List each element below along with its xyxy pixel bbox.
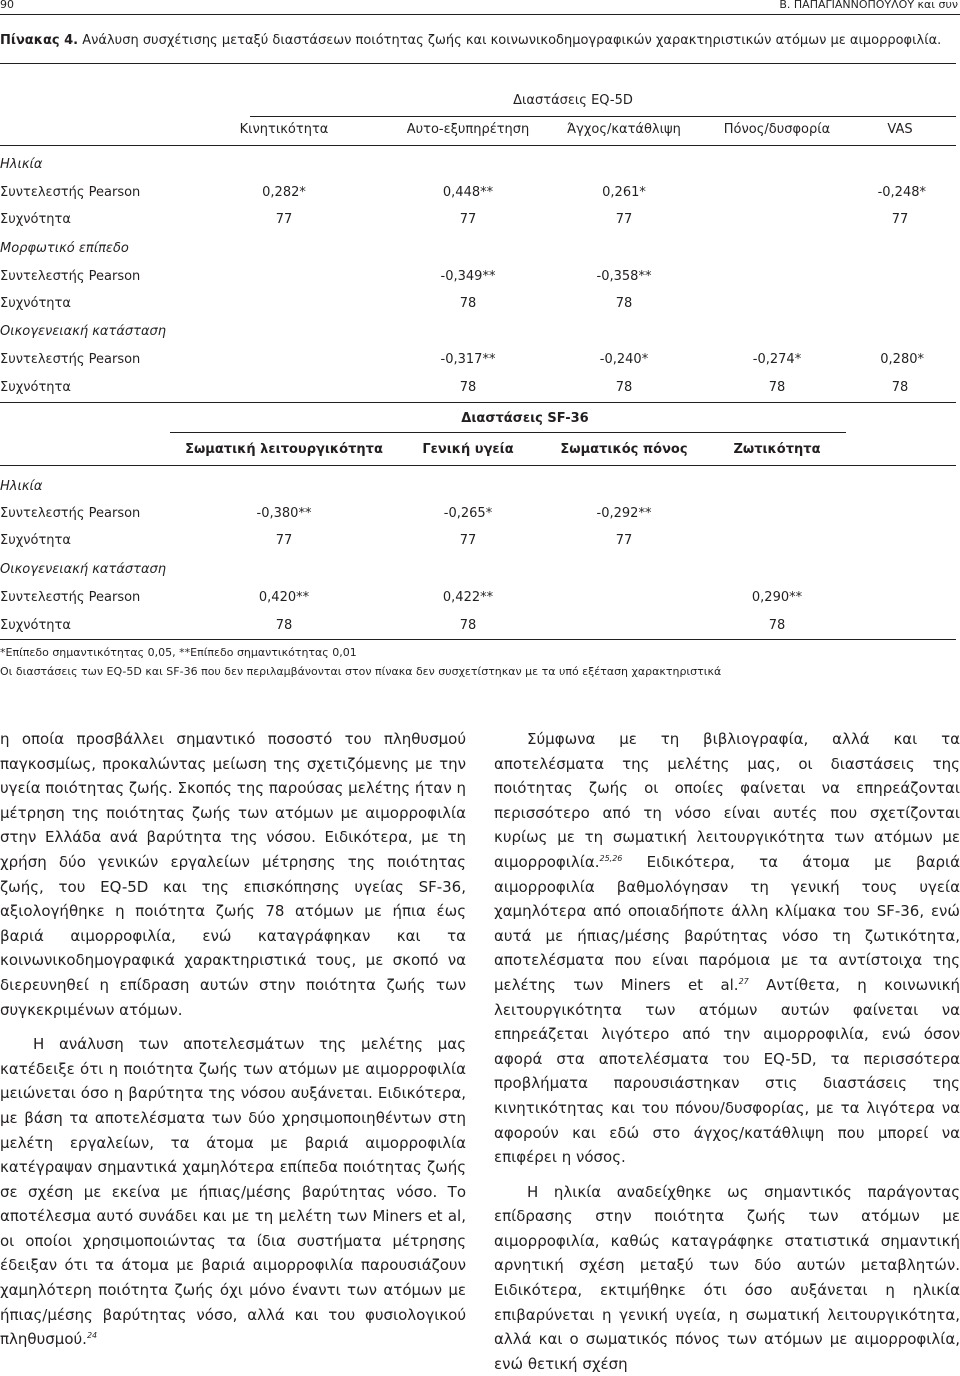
table-cell: 77 — [891, 212, 909, 227]
table-cell: 78 — [459, 618, 477, 633]
body-right-column — [494, 727, 960, 1376]
table-cell: 77 — [275, 212, 293, 227]
row-label: Συντελεστής Pearson — [0, 269, 141, 284]
eq5d-group-marital: Οικογενειακή κατάσταση — [0, 324, 166, 339]
sf36-group-age: Ηλικία — [0, 479, 43, 494]
table-cell: 0,422** — [442, 590, 494, 605]
table-caption-text: Ανάλυση συσχέτισης μεταξύ διαστάσεων ποιότητας ζωής και κοινωνικοδημογραφικών χαρακτηριστικών ατόμων με αιμορροφιλία. — [82, 33, 942, 48]
sf36-col-physical-function: Σωματική λειτουργικότητα — [185, 442, 383, 457]
table-cell: -0,349** — [440, 269, 496, 284]
eq5d-bottom-rule — [0, 402, 956, 403]
eq5d-col-pain: Πόνος/δυσφορία — [723, 122, 831, 137]
table-top-rule — [0, 63, 956, 64]
table-cell: 77 — [275, 533, 293, 548]
table-cell: -0,292** — [596, 506, 652, 521]
table-cell: -0,265* — [443, 506, 493, 521]
table-cell: 0,448** — [442, 185, 494, 200]
table-cell: 0,290** — [751, 590, 803, 605]
eq5d-col-selfcare: Αυτο-εξυπηρέτηση — [406, 122, 530, 137]
table-note-excluded: Οι διαστάσεις των EQ-5D και SF-36 που δεν περιλαμβάνονται στον πίνακα δεν συσχετίστηκαν με τα υπό εξέταση χαρακτηριστικά — [0, 665, 722, 678]
eq5d-col-mobility: Κινητικότητα — [239, 122, 329, 137]
table-note-significance: *Επίπεδο σημαντικότητας 0,05, **Επίπεδο σημαντικότητας 0,01 — [0, 646, 357, 659]
body-right-paragraph-1 — [494, 727, 960, 1170]
sf36-col-vitality: Ζωτικότητα — [733, 442, 821, 457]
eq5d-col-anxiety: Άγχος/κατάθλιψη — [567, 122, 681, 137]
table-cell: -0,380** — [256, 506, 312, 521]
table-cell: 77 — [615, 212, 633, 227]
eq5d-spanner-rule — [250, 116, 956, 117]
eq5d-group-education: Μορφωτικό επίπεδο — [0, 241, 129, 256]
table-cell: 77 — [459, 533, 477, 548]
body-right-paragraph-1c: Αντίθετα, η κοινωνική λειτουργικότητα των ατόμων αυτών φαίνεται να επηρεάζεται λιγότερο από την αιμορροφιλία, ενώ όσον αφορά στα αποτελέσματα του EQ-5D, τα περισσότερα προβλήματα παρουσιάστηκαν στις διαστάσεις της κινητικότητας και του πόνου/δυσφορίας, με τα λιγότερα να αφορούν και εδώ στο άγχος/κατάθλιψη που μπορεί να επιφέρει η νόσος. — [494, 975, 960, 1167]
sf36-col-bodily-pain: Σωματικός πόνος — [560, 442, 688, 457]
row-label: Συχνότητα — [0, 380, 71, 395]
sf36-col-general-health: Γενική υγεία — [422, 442, 514, 457]
body-left-paragraph-2 — [0, 1032, 466, 1352]
table-cell: 0,280* — [880, 352, 924, 367]
row-label: Συντελεστής Pearson — [0, 506, 141, 521]
table-cell: -0,317** — [440, 352, 496, 367]
table-cell: -0,358** — [596, 269, 652, 284]
sf36-header-rule — [0, 465, 956, 466]
eq5d-group-age: Ηλικία — [0, 157, 43, 172]
table-cell: 78 — [459, 296, 477, 311]
body-left-column — [0, 727, 466, 1352]
running-header-authors: Β. ΠΑΠΑΓΙΑΝΝΟΠΟΥΛΟΥ και συν — [779, 0, 958, 11]
table-cell: -0,248* — [877, 185, 926, 200]
table-cell: 0,261* — [602, 185, 646, 200]
table-cell: 78 — [615, 296, 633, 311]
table-cell: -0,274* — [752, 352, 802, 367]
row-label: Συχνότητα — [0, 296, 71, 311]
reference-27: 27 — [738, 976, 749, 986]
table-cell: 78 — [615, 380, 633, 395]
sf36-title: Διαστάσεις SF-36 — [461, 411, 589, 426]
table-cell: 0,420** — [258, 590, 310, 605]
sf36-spanner-rule — [170, 432, 846, 433]
running-header — [0, 0, 960, 15]
reference-24: 24 — [86, 1331, 98, 1341]
table-caption-label: Πίνακας 4. — [0, 33, 79, 48]
table-cell: -0,240* — [599, 352, 649, 367]
body-right-paragraph-1b: Ειδικότερα, τα άτομα με βαριά αιμορροφιλία βαθμολόγησαν τη γενική τους υγεία χαμηλότερα από οποιαδήποτε άλλη κλίμακα του SF-36, ενώ αυτά με ήπιας/μέσης βαρύτητας νόσο τη ζωτικότητα, αποτελέσματα που είναι παρόμοια με τα αντίστοιχα της μελέτης των Miners et al. — [494, 852, 960, 994]
row-label: Συχνότητα — [0, 618, 71, 633]
sf36-group-marital: Οικογενειακή κατάσταση — [0, 562, 166, 577]
body-right-paragraph-1a: Σύμφωνα με τη βιβλιογραφία, αλλά και τα αποτελέσματα της μελέτης μας, οι διαστάσεις της ποιότητας ζωής οι οποίες φαίνεται να επηρεάζονται περισσότερο από τη νόσο είναι αυτές που σχετίζονται κυρίως με τη σωματική λειτουργικότητα των ατόμων με αιμορροφιλία. — [494, 730, 960, 871]
row-label: Συχνότητα — [0, 533, 71, 548]
table-cell: 77 — [615, 533, 633, 548]
table-cell: 78 — [768, 380, 786, 395]
table-caption — [0, 33, 941, 48]
body-left-paragraph-1: η οποία προσβάλλει σημαντικό ποσοστό του πληθυσμού παγκοσμίως, προκαλώντας μείωση της σχετιζόμενης με την υγεία ποιότητας ζωής. Σκοπός της παρούσας μελέτης ήταν η μέτρηση της ποιότητας ζωής των ατόμων με αιμορροφιλία στην Ελλάδα ανά βαρύτητα της νόσου. Ειδικότερα, με τη χρήση δύο γενικών εργαλείων μέτρησης της ποιότητας ζωής, του EQ-5D και της επισκόπησης υγείας SF-36, αξιολογήθηκε η ποιότητα ζωής 78 ατόμων με ήπια έως βαριά αιμορροφιλία, ενώ καταγράφηκαν και τα κοινωνικοδημογραφικά χαρακτηριστικά τους, με σκοπό να διερευνηθεί η επίδραση αυτών στην ποιότητα ζωής των συγκεκριμένων ατόμων. — [0, 730, 466, 1019]
body-right-paragraph-2: Η ηλικία αναδείχθηκε ως σημαντικός παράγοντας επίδρασης στην ποιότητα ζωής των ατόμων με αιμορροφιλία, καθώς καταγράφηκε στατιστικά σημαντική αρνητική σχέση μεταξύ των δύο αυτών μεταβλητών. Ειδικότερα, εκτιμήθηκε ότι όσο αυξάνεται η ηλικία επιβαρύνεται η γενική υγεία, η σωματική λειτουργικότητα, αλλά και ο σωματικός πόνος των ατόμων με αιμορροφιλία, ενώ θετική σχέση — [494, 1182, 960, 1373]
body-left-paragraph-2-text: Η ανάλυση των αποτελεσμάτων της μελέτης μας κατέδειξε ότι η ποιότητα ζωής των ατόμων με αιμορροφιλία μειώνεται όσο η βαρύτητα της νόσου αυξάνεται. Ειδικότερα, με βάση τα αποτελέσματα των δύο χρησιμοποιηθέντων στη μελέτη εργαλείων, τα άτομα με βαριά αιμορροφιλία κατέγραψαν σημαντικά χαμηλότερα επίπεδα ποιότητας ζωής σε σχέση με εκείνα με ήπιας/μέσης βαρύτητας νόσο. Το αποτέλεσμα αυτό συνάδει και με τη μελέτη των Miners et al, οι οποίοι χρησιμοποιώντας τα ίδια συστήματα μέτρησης έδειξαν ότι τα άτομα με βαριά αιμορροφιλία παρουσιάζουν χαμηλότερη ποιότητα ζωής όχι μόνο έναντι των ατόμων με ήπιας/μέσης βαρύτητας νόσο, αλλά και του φυσιολογικού πληθυσμού. — [0, 1035, 466, 1349]
table-cell: 78 — [891, 380, 909, 395]
row-label: Συντελεστής Pearson — [0, 185, 141, 200]
table-cell: 78 — [768, 618, 786, 633]
table-cell: 0,282* — [262, 185, 306, 200]
row-label: Συντελεστής Pearson — [0, 590, 141, 605]
reference-25-26: 25,26 — [599, 853, 623, 863]
page-number: 90 — [0, 0, 14, 11]
table-cell: 77 — [459, 212, 477, 227]
eq5d-col-vas: VAS — [887, 122, 913, 137]
table-cell: 78 — [275, 618, 293, 633]
table-cell: 78 — [459, 380, 477, 395]
row-label: Συντελεστής Pearson — [0, 352, 141, 367]
eq5d-header-rule — [0, 145, 956, 146]
eq5d-title: Διαστάσεις EQ-5D — [513, 93, 633, 108]
row-label: Συχνότητα — [0, 212, 71, 227]
table-bottom-rule — [0, 639, 956, 640]
